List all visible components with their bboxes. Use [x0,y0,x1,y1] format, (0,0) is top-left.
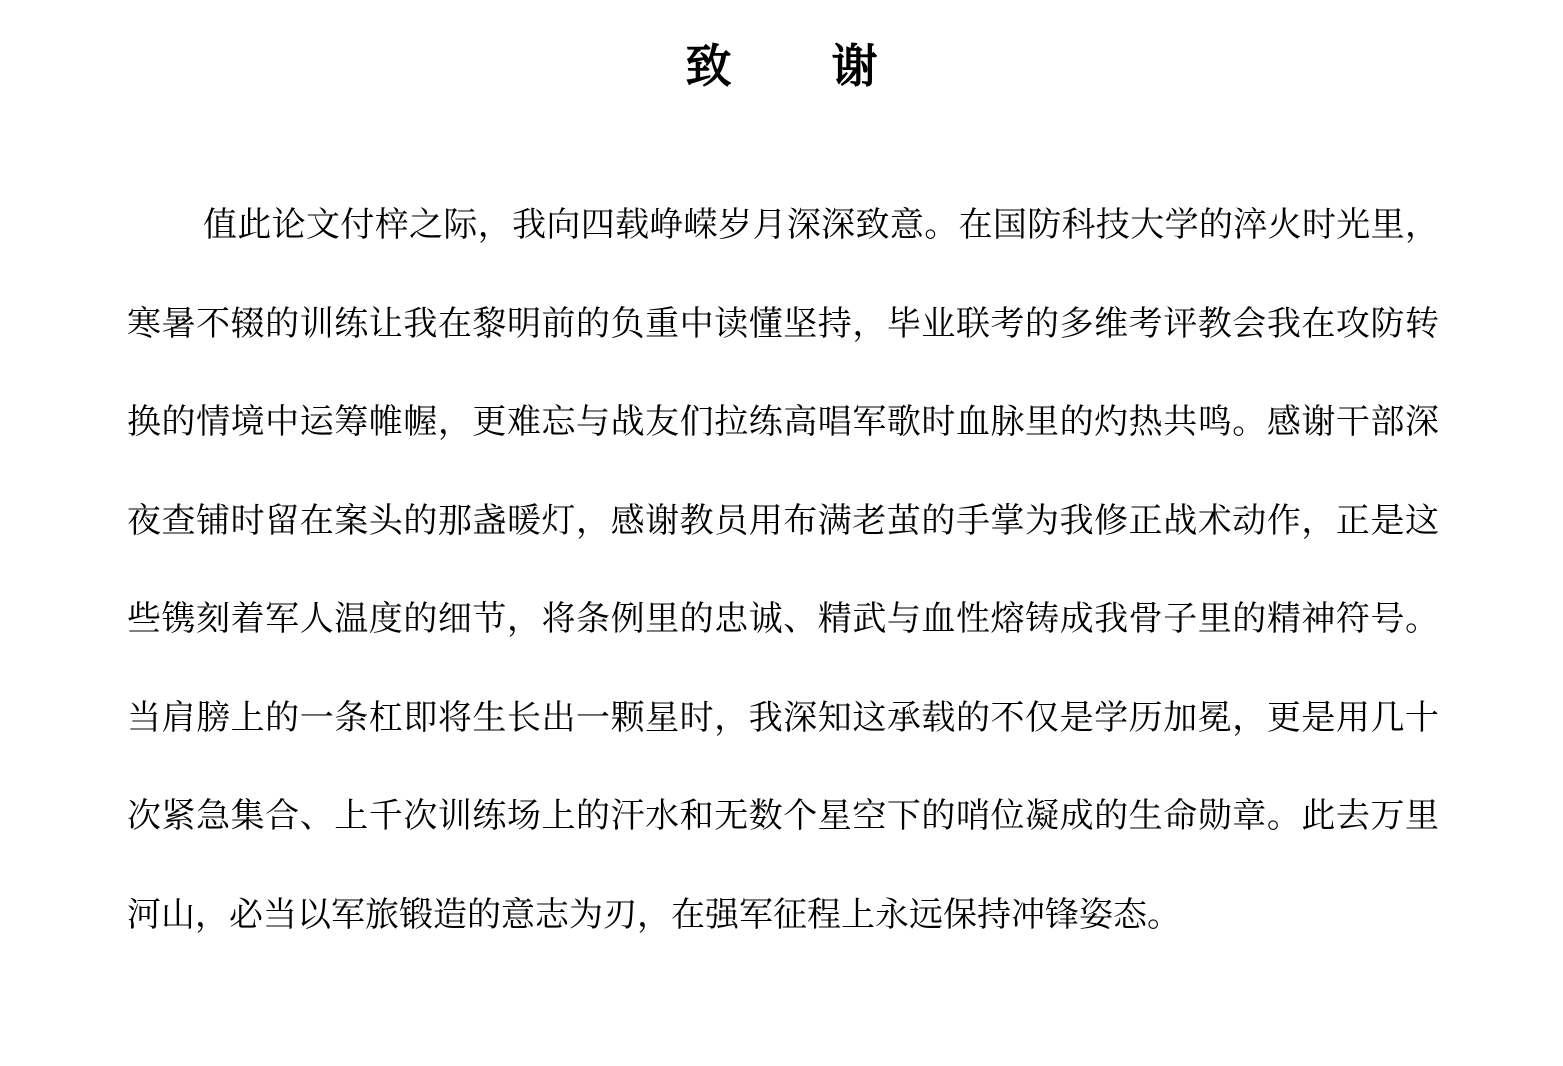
page-title: 致 谢 [685,39,920,93]
acknowledgement-paragraph: 值此论文付梓之际，我向四载峥嵘岁月深深致意。在国防科技大学的淬火时光里，寒暑不辍的训练让我在黎明前的负重中读懂坚持，毕业联考的多维考评教会我在攻防转换的情境中运筹帷幄，更难忘与战友们拉练高唱军歌时血脉里的灼热共鸣。感谢干部深夜查铺时留在案头的那盏暖灯，感谢教员用布满老茧的手掌为我修正战术动作，正是这些镌刻着军人温度的细节，将条例里的忠诚、精武与血性熔铸成我骨子里的精神符号。当肩膀上的一条杠即将生长出一颗星时，我深知这承载的不仅是学历加冕，更是用几十次紧急集合、上千次训练场上的汗水和无数个星空下的哨位凝成的生命勋章。此去万里河山，必当以军旅锻造的意志为刃，在强军征程上永远保持冲锋姿态。 [127,205,1439,935]
